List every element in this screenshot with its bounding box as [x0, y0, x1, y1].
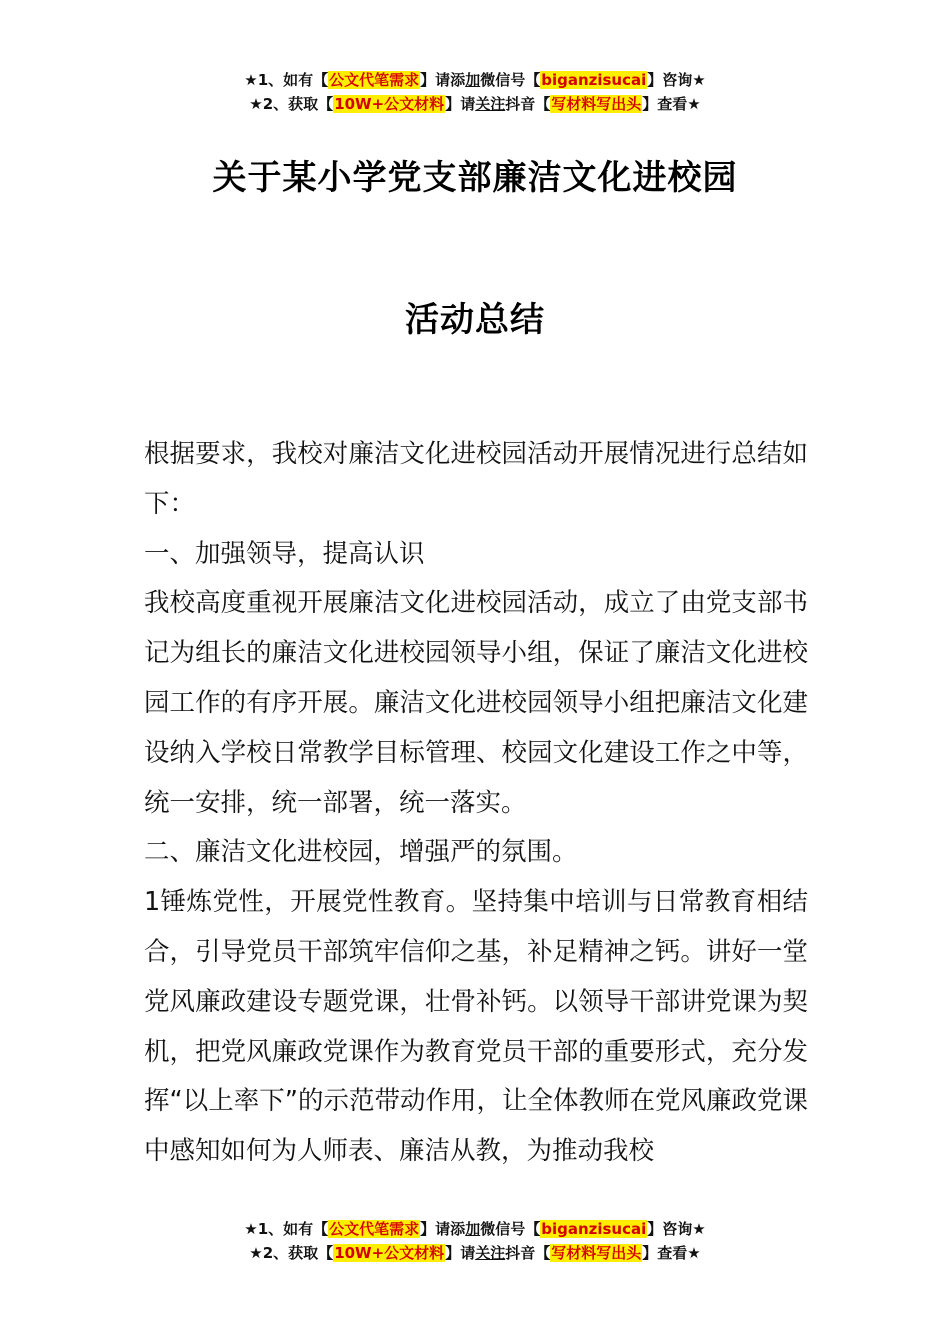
- banner-highlight-douyin: 写材料写出头: [551, 95, 642, 113]
- header-banner: [0, 68, 950, 116]
- banner-highlight-materials: 10W+公文材料: [334, 1244, 445, 1262]
- document-title-line-2: 活动总结: [405, 300, 545, 340]
- banner-line-1: ★1、如有【公文代笔需求】请添加微信号【biganzisucai】咨询★: [244, 1220, 706, 1238]
- document-body: [144, 430, 808, 1177]
- banner-highlight-wechat-id: biganzisucai: [541, 71, 647, 89]
- banner-highlight-wechat-id: biganzisucai: [541, 1220, 647, 1238]
- paragraph-section-2-item-1: 1锤炼党性，开展党性教育。坚持集中培训与日常教育相结合，引导党员干部筑牢信仰之基，补足精神之钙。讲好一堂党风廉政建设专题党课，壮骨补钙。以领导干部讲党课为契机，把党风廉政党课作为教育党员干部的重要形式，充分发挥“以上率下”的示范带动作用，让全体教师在党风廉政党课中感知如何为人师表、廉洁从教，为推动我校: [144, 887, 808, 1167]
- banner-line-1: ★1、如有【公文代笔需求】请添加微信号【biganzisucai】咨询★: [244, 71, 706, 89]
- banner-line-2: ★2、获取【10W+公文材料】请关注抖音【写材料写出头】查看★: [249, 1244, 701, 1262]
- banner-highlight-service: 公文代笔需求: [329, 1220, 420, 1238]
- paragraph-intro: 根据要求，我校对廉洁文化进校园活动开展情况进行总结如下：: [144, 439, 808, 519]
- banner-line-2: ★2、获取【10W+公文材料】请关注抖音【写材料写出头】查看★: [249, 95, 701, 113]
- section-heading-1: 一、加强领导，提高认识: [144, 538, 425, 569]
- banner-highlight-materials: 10W+公文材料: [334, 95, 445, 113]
- footer-banner: [0, 1217, 950, 1265]
- banner-highlight-douyin: 写材料写出头: [551, 1244, 642, 1262]
- section-heading-2: 二、廉洁文化进校园，增强严的氛围。: [144, 837, 578, 868]
- paragraph-section-1: 我校高度重视开展廉洁文化进校园活动，成立了由党支部书记为组长的廉洁文化进校园领导小组，保证了廉洁文化进校园工作的有序开展。廉洁文化进校园领导小组把廉洁文化建设纳入学校日常教学目标管理、校园文化建设工作之中等，统一安排，统一部署，统一落实。: [144, 588, 808, 818]
- document-title-line-1: 关于某小学党支部廉洁文化进校园: [212, 158, 738, 198]
- banner-highlight-service: 公文代笔需求: [329, 71, 420, 89]
